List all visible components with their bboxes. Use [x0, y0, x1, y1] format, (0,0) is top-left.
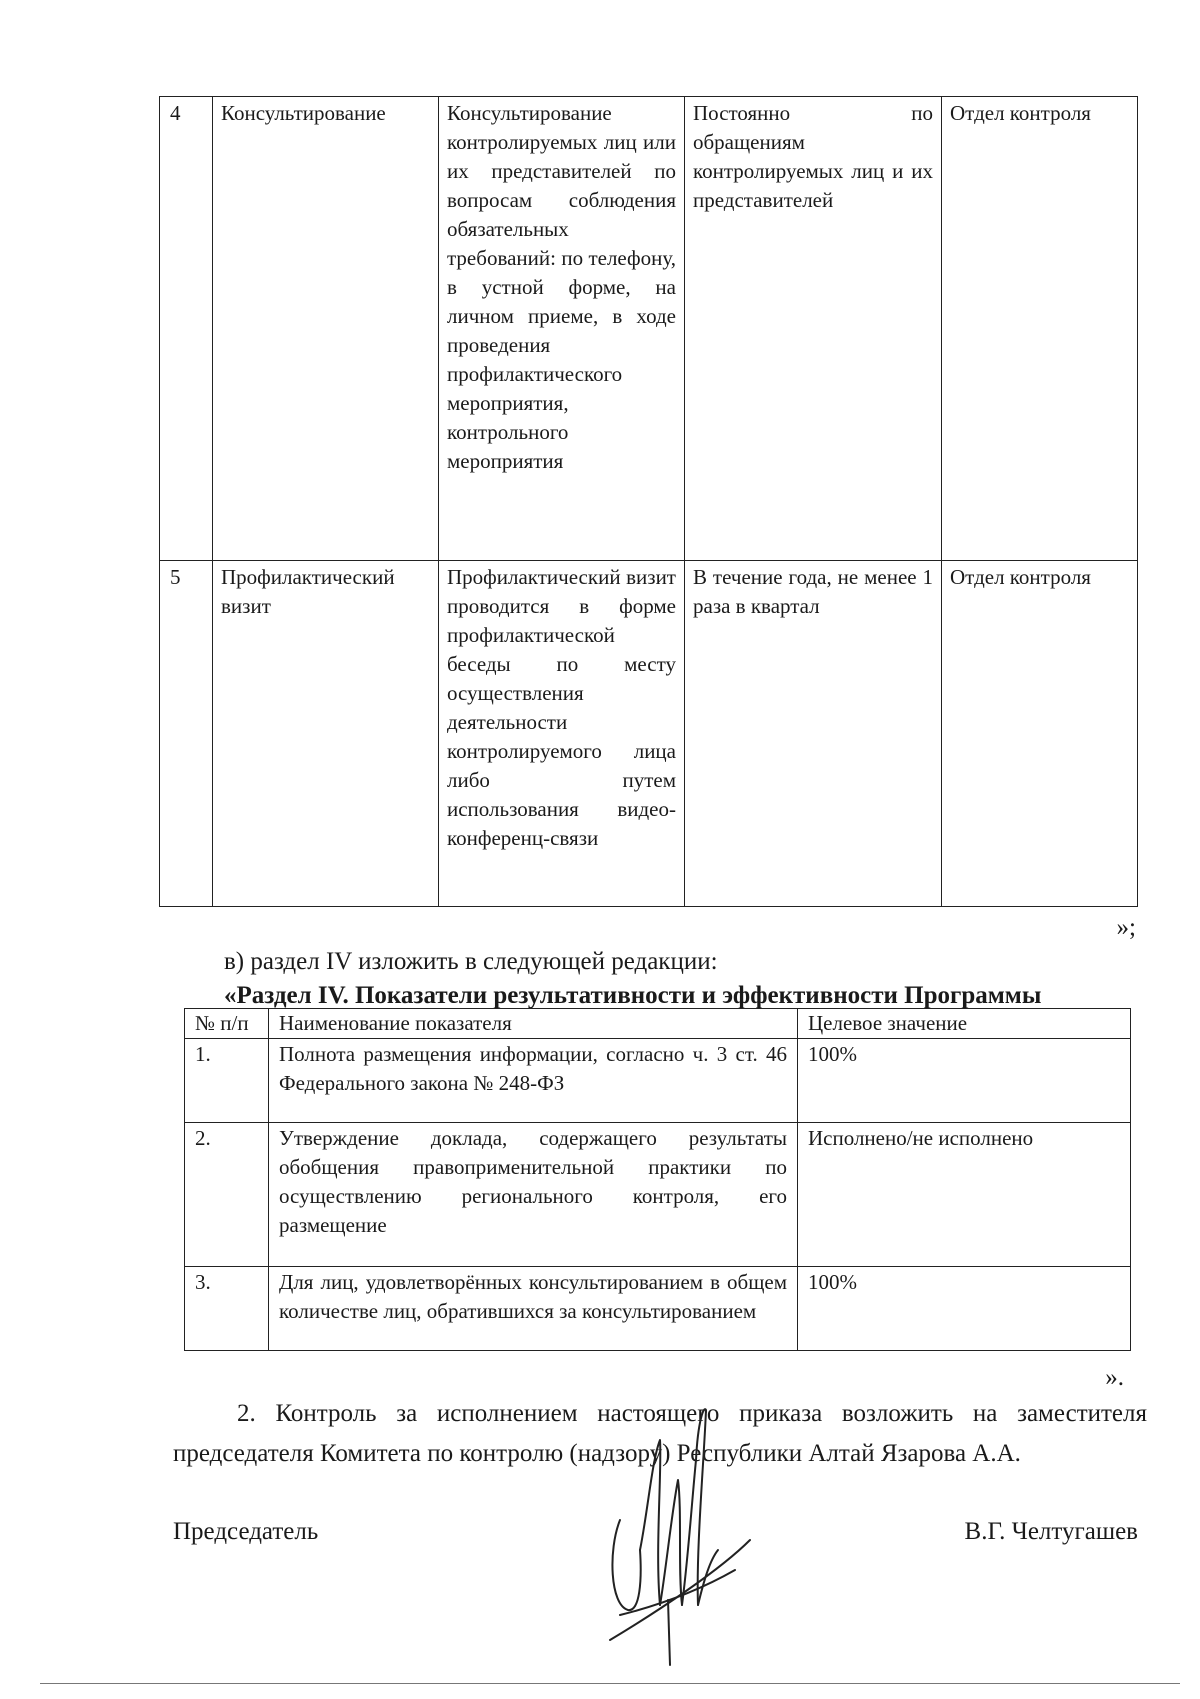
- measure-description: Профилактический визит проводится в форме профилактической беседы по месту осуществления деятельности контролируемого лица либо путем использования видео-конференц-связи: [439, 561, 685, 907]
- signatory-name: В.Г. Челтугашев: [964, 1518, 1138, 1545]
- header-indicator: Наименование показателя: [269, 1009, 798, 1039]
- table-row: [185, 1039, 1131, 1123]
- measure-period: Постоянно по обращениям контролируемых лиц и их представителей: [685, 97, 942, 561]
- table-header-row: [185, 1009, 1131, 1039]
- header-number: № п/п: [185, 1009, 269, 1039]
- measure-period: В течение года, не менее 1 раза в квартал: [685, 561, 942, 907]
- indicator-name: Полнота размещения информации, согласно ч. 3 ст. 46 Федерального закона № 248-ФЗ: [269, 1039, 798, 1123]
- measure-description: Консультирование контролируемых лиц или их представителей по вопросам соблюдения обязательных требований: по телефону, в устной форме, на личном приеме, в ходе проведения профилактического мероприятия, контрольного мероприятия: [439, 97, 685, 561]
- section-title: «Раздел IV. Показатели результативности и эффективности Программы: [224, 982, 1042, 1009]
- handwritten-signature: [600, 1400, 760, 1670]
- measure-name: Консультирование: [213, 97, 439, 561]
- indicator-name: Утверждение доклада, содержащего результаты обобщения правоприменительной практики по осуществлению регионального контроля, его размещение: [269, 1123, 798, 1267]
- indicator-target: Исполнено/не исполнено: [798, 1123, 1131, 1267]
- indicators-table: [184, 1008, 1131, 1351]
- measure-responsible: Отдел контроля: [942, 561, 1138, 907]
- measures-table: [159, 96, 1138, 907]
- control-paragraph: 2. Контроль за исполнением настоящего приказа возложить на заместителя председателя Комитета по контролю (надзору) Республики Алтай Язарова А.А.: [173, 1400, 1147, 1467]
- measure-name: Профилактический визит: [213, 561, 439, 907]
- row-number: 4: [160, 97, 213, 561]
- row-number: 3.: [185, 1267, 269, 1351]
- measure-responsible: Отдел контроля: [942, 97, 1138, 561]
- row-number: 5: [160, 561, 213, 907]
- amendment-intro: в) раздел IV изложить в следующей редакции:: [224, 948, 718, 975]
- table-row: [160, 97, 1138, 561]
- indicator-target: 100%: [798, 1039, 1131, 1123]
- header-target: Целевое значение: [798, 1009, 1131, 1039]
- indicator-name: Для лиц, удовлетворённых консультированием в общем количестве лиц, обратившихся за консультированием: [269, 1267, 798, 1351]
- page-edge-line: [40, 1683, 1180, 1684]
- row-number: 2.: [185, 1123, 269, 1267]
- closing-quote-mark: »;: [1116, 914, 1136, 941]
- closing-quote-mark: ».: [1105, 1364, 1124, 1391]
- table-row: [185, 1123, 1131, 1267]
- table-row: [160, 561, 1138, 907]
- indicator-target: 100%: [798, 1267, 1131, 1351]
- signatory-title: Председатель: [173, 1518, 319, 1545]
- row-number: 1.: [185, 1039, 269, 1123]
- table-row: [185, 1267, 1131, 1351]
